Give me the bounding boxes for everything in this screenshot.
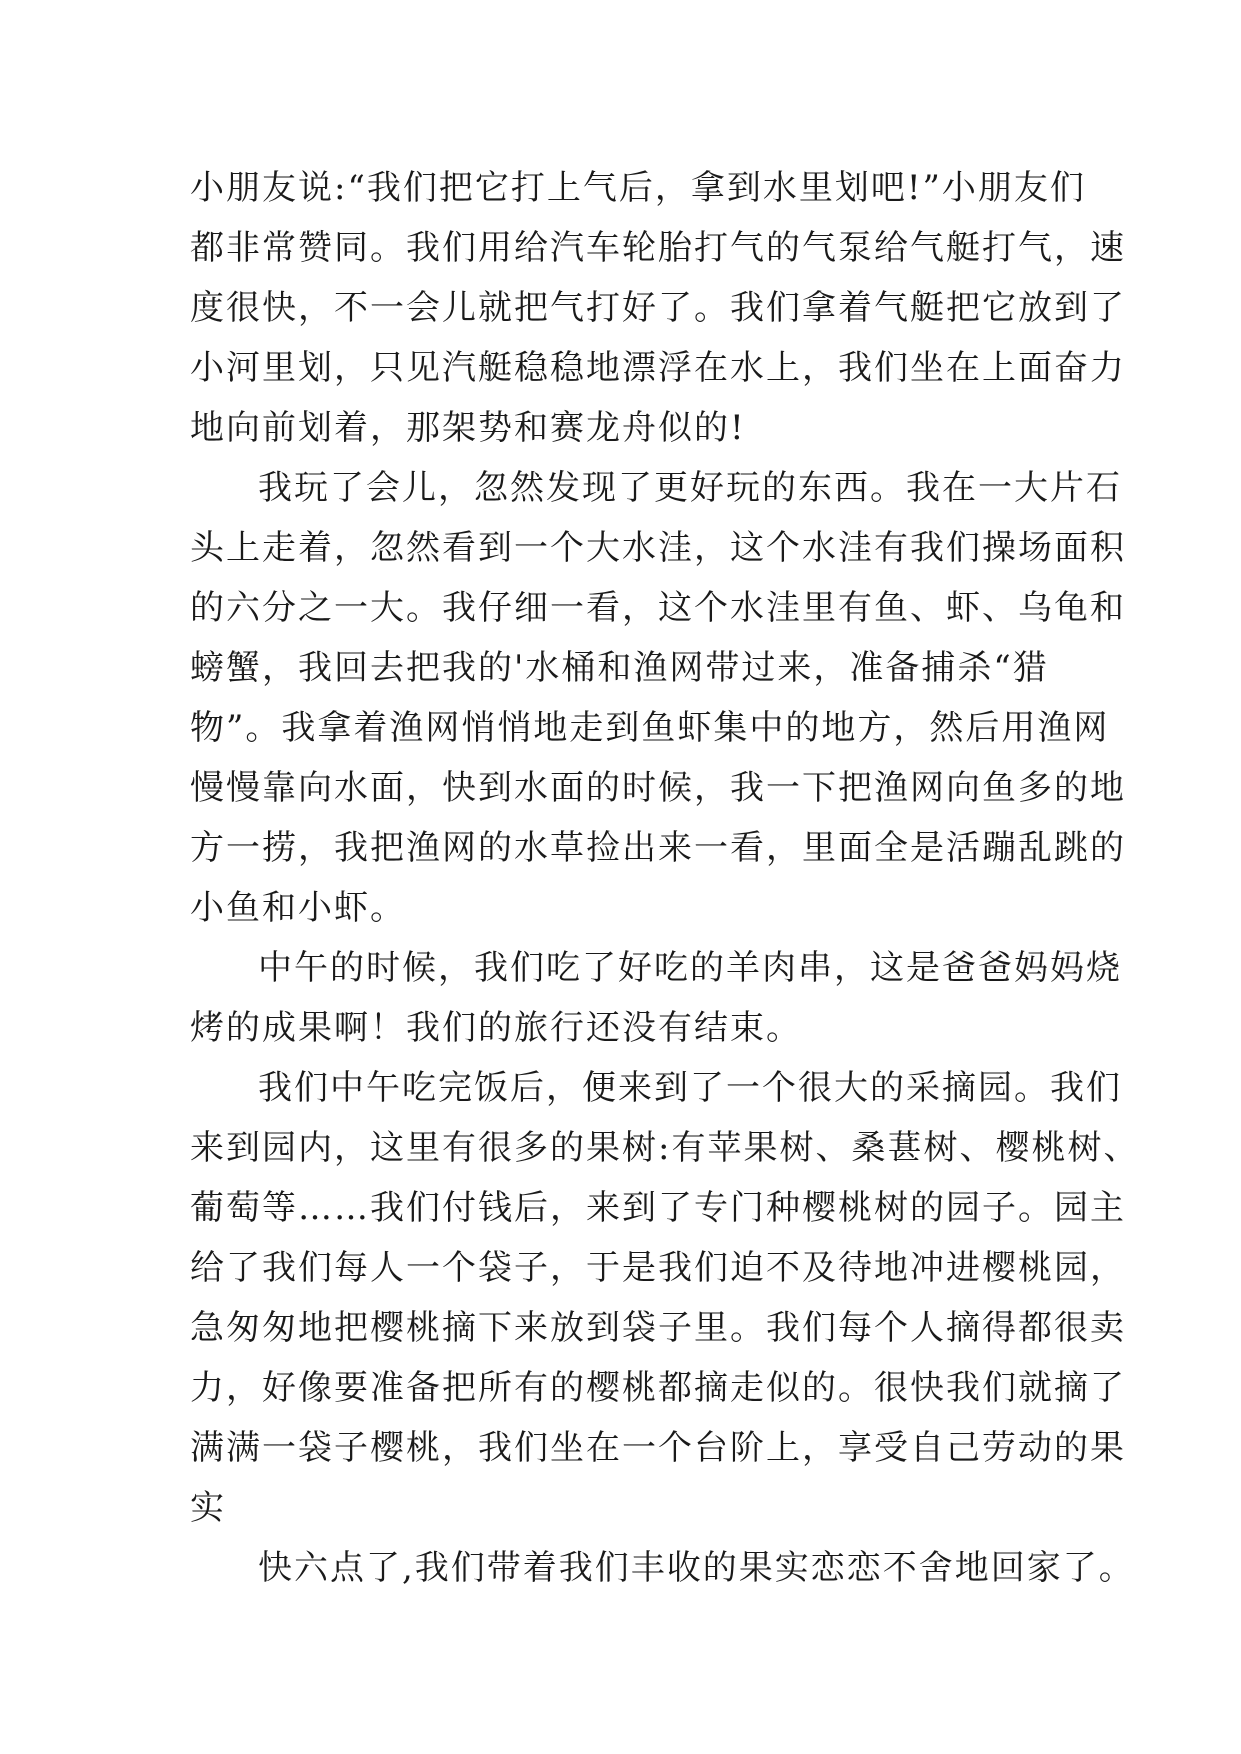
text-line: 实: [190, 1488, 226, 1528]
text-line: 的六分之一大。我仔细一看，这个水洼里有鱼、虾、乌龟和: [190, 588, 1126, 628]
text-line: 小鱼和小虾。: [190, 888, 406, 928]
text-line: 小朋友说:“我们把它打上气后，拿到水里划吧!”小朋友们: [190, 168, 1086, 208]
paragraph-start-line: 我玩了会儿，忽然发现了更好玩的东西。我在一大片石: [258, 468, 1122, 508]
text-line: 物”。我拿着渔网悄悄地走到鱼虾集中的地方，然后用渔网: [190, 708, 1110, 748]
paragraph-start-line: 我们中午吃完饭后，便来到了一个很大的采摘园。我们: [258, 1068, 1122, 1108]
text-line: 慢慢靠向水面，快到水面的时候，我一下把渔网向鱼多的地: [190, 768, 1126, 808]
text-line: 方一捞，我把渔网的水草捡出来一看，里面全是活蹦乱跳的: [190, 828, 1126, 868]
text-line: 螃蟹，我回去把我的'水桶和渔网带过来，准备捕杀“猎: [190, 648, 1049, 688]
text-line: 头上走着，忽然看到一个大水洼，这个水洼有我们操场面积: [190, 528, 1126, 568]
text-line: 来到园内，这里有很多的果树:有苹果树、桑葚树、樱桃树、: [190, 1128, 1140, 1168]
text-line: 地向前划着，那架势和赛龙舟似的!: [190, 408, 746, 448]
text-line: 急匆匆地把樱桃摘下来放到袋子里。我们每个人摘得都很卖: [190, 1308, 1126, 1348]
text-line: 都非常赞同。我们用给汽车轮胎打气的气泵给气艇打气，速: [190, 228, 1126, 268]
paragraph-start-line: 快六点了,我们带着我们丰收的果实恋恋不舍地回家了。: [258, 1548, 1135, 1588]
text-line: 力，好像要准备把所有的樱桃都摘走似的。很快我们就摘了: [190, 1368, 1126, 1408]
text-line: 给了我们每人一个袋子，于是我们迫不及待地冲进樱桃园，: [190, 1248, 1126, 1288]
body-text: [190, 158, 1140, 1598]
text-line: 满满一袋子樱桃，我们坐在一个台阶上，享受自己劳动的果: [190, 1428, 1126, 1468]
paragraph-start-line: 中午的时候，我们吃了好吃的羊肉串，这是爸爸妈妈烧: [258, 948, 1122, 988]
text-line: 小河里划，只见汽艇稳稳地漂浮在水上，我们坐在上面奋力: [190, 348, 1126, 388]
text-line: 烤的成果啊！我们的旅行还没有结束。: [190, 1008, 802, 1048]
text-line: 葡萄等……我们付钱后，来到了专门种樱桃树的园子。园主: [190, 1188, 1126, 1228]
text-line: 度很快，不一会儿就把气打好了。我们拿着气艇把它放到了: [190, 288, 1126, 328]
